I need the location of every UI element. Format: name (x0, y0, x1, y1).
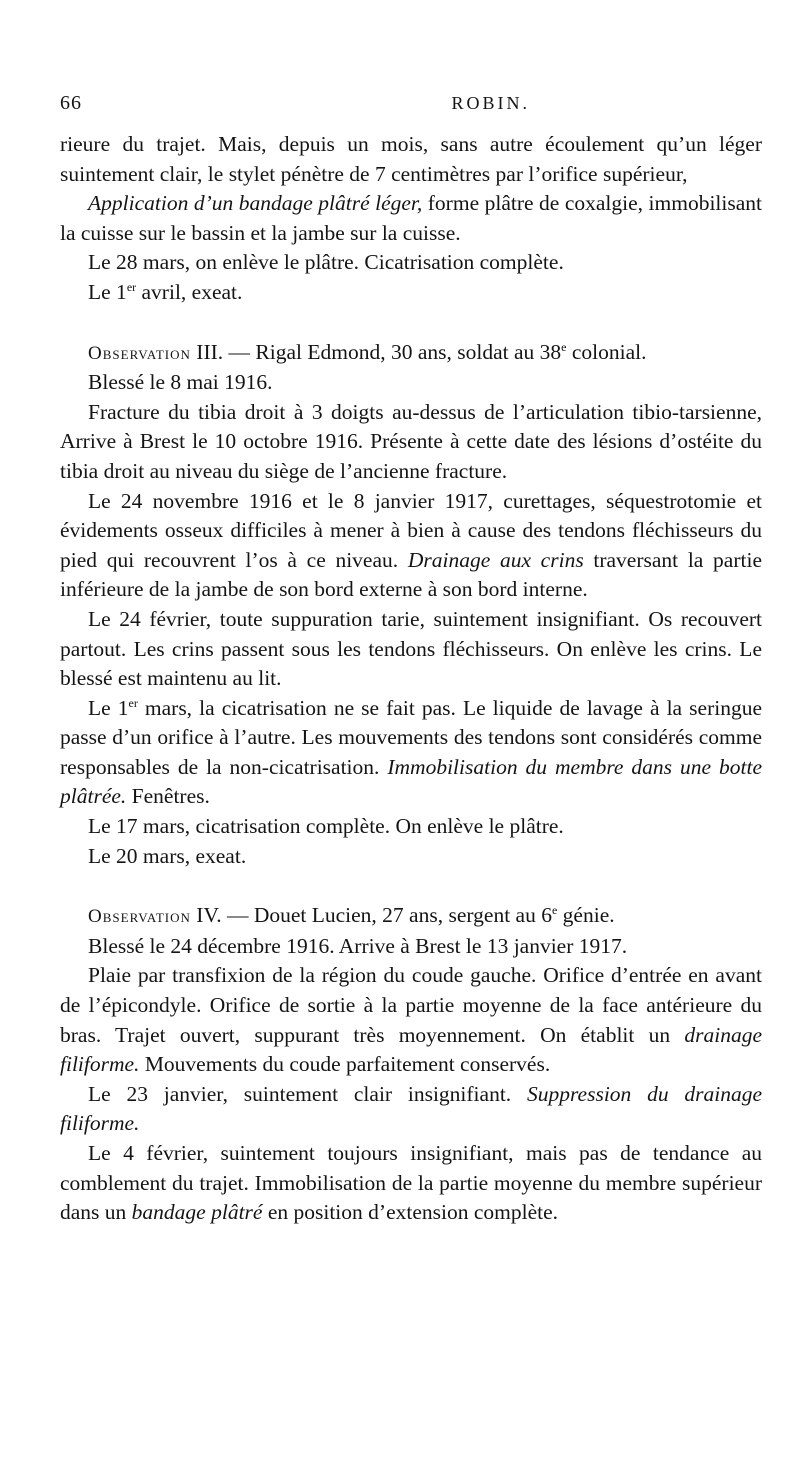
italic-phrase: Suppression du drainage filiforme. (60, 1081, 762, 1136)
paragraph (60, 278, 762, 308)
observation-heading-paragraph (60, 901, 762, 932)
text-run: colonial. (566, 339, 647, 364)
italic-phrase: Drainage aux crins (407, 547, 584, 572)
text-run: Le 1 (88, 695, 129, 720)
page-number: 66 (60, 92, 82, 114)
paragraph (60, 189, 762, 248)
text-run: Blessé le 8 mai 1916. (88, 370, 273, 395)
text-run: Le 24 novembre 1916 et le 8 janvier 1917, curettages, séquestrotomie et évidements osseux difficiles à mener à bien à cause des tendons fléchisseurs du pied qui recouvrent l’os à ce niveau. (60, 488, 762, 572)
running-title: ROBIN. (451, 93, 530, 113)
text-run: en position d’extension complète. (262, 1200, 559, 1225)
text-run: Fenêtres. (126, 784, 210, 809)
italic-phrase: bandage plâtré (131, 1200, 263, 1225)
observation-heading-paragraph (60, 338, 762, 369)
observation-label: Observation (88, 342, 191, 364)
italic-phrase: Application d’un bandage plâtré léger, (88, 191, 423, 216)
paragraph (60, 694, 762, 812)
paragraph (60, 932, 762, 962)
superscript: er (128, 695, 138, 710)
text-run: Plaie par transfixion de la région du coude gauche. Orifice d’entrée en avant de l’épicondyle. Orifice de sortie à la partie moyenne de la face antérieure du bras. Trajet ouvert, suppurant très moyennement. On établit un (60, 963, 762, 1047)
text-run: Le 4 février, suintement toujours insignifiant, mais pas de tendance au comblement du trajet. Immobilisation de la partie moyenne du membre supérieur dans un (60, 1141, 762, 1225)
text-run: rieure du trajet. Mais, depuis un mois, sans autre écoulement qu’un léger suintement clair, le stylet pénètre de 7 centimètres par l’orifice supérieur, (60, 132, 762, 186)
paragraph (60, 398, 762, 487)
paragraph (60, 1080, 762, 1139)
text-run: Fracture du tibia droit à 3 doigts au-dessus de l’articulation tibio-tarsienne, Arrive à Brest le 10 octobre 1916. Présente à cette date des lésions d’ostéite du tibia droit au niveau du siège de l’ancienne fracture. (60, 399, 762, 483)
text-run: III. — Rigal Edmond, 30 ans, soldat au 38 (190, 339, 562, 364)
text-run: Blessé le 24 décembre 1916. Arrive à Brest le 13 janvier 1917. (88, 933, 628, 958)
superscript: e (561, 339, 567, 354)
paragraph (60, 487, 762, 605)
italic-phrase: Immobilisation du membre dans une botte plâtrée. (60, 754, 762, 809)
text-run: génie. (557, 903, 615, 928)
body-text (60, 130, 762, 1228)
text-run: Le 28 mars, on enlève le plâtre. Cicatrisation complète. (88, 250, 564, 275)
italic-phrase: drainage filiforme. (60, 1022, 762, 1077)
text-run: avril, exeat. (136, 279, 243, 304)
text-run: forme plâtre de coxalgie, immobilisant la cuisse sur le bassin et la jambe sur la cuisse. (60, 191, 762, 245)
text-run: traversant la partie inférieure de la jambe de son bord externe à son bord interne. (60, 547, 762, 602)
text-run: Le 24 février, toute suppuration tarie, suintement insignifiant. Os recouvert partout. Les crins passent sous les tendons fléchisseurs. On enlève les crins. Le blessé est maintenu au lit. (60, 606, 762, 691)
text-run: mars, la cicatrisation ne se fait pas. Le liquide de lavage à la seringue passe d’un orifice à l’autre. Les mouvements des tendons sont considérés comme responsables de la non-cicatrisation. (60, 695, 763, 779)
text-run: IV. — Douet Lucien, 27 ans, sergent au 6 (190, 903, 552, 928)
text-run: Le 17 mars, cicatrisation complète. On enlève le plâtre. (88, 814, 564, 839)
text-run: Le 23 janvier, suintement clair insignifiant. (88, 1081, 527, 1106)
paragraph (60, 1139, 762, 1228)
paragraph (60, 605, 762, 694)
paragraph (60, 368, 762, 398)
paragraph (60, 248, 762, 278)
superscript: e (551, 903, 558, 918)
paragraph (60, 842, 762, 872)
paragraph (60, 812, 762, 842)
text-run: Le 20 mars, exeat. (88, 843, 247, 868)
text-run: Le 1 (88, 279, 127, 304)
page-header (60, 92, 530, 130)
observation-label: Observation (88, 906, 191, 928)
text-run: Mouvements du coude parfaitement conservés. (139, 1052, 551, 1077)
paragraph (60, 961, 762, 1079)
paragraph (60, 130, 762, 189)
book-page (60, 92, 762, 1228)
superscript: er (126, 279, 137, 294)
